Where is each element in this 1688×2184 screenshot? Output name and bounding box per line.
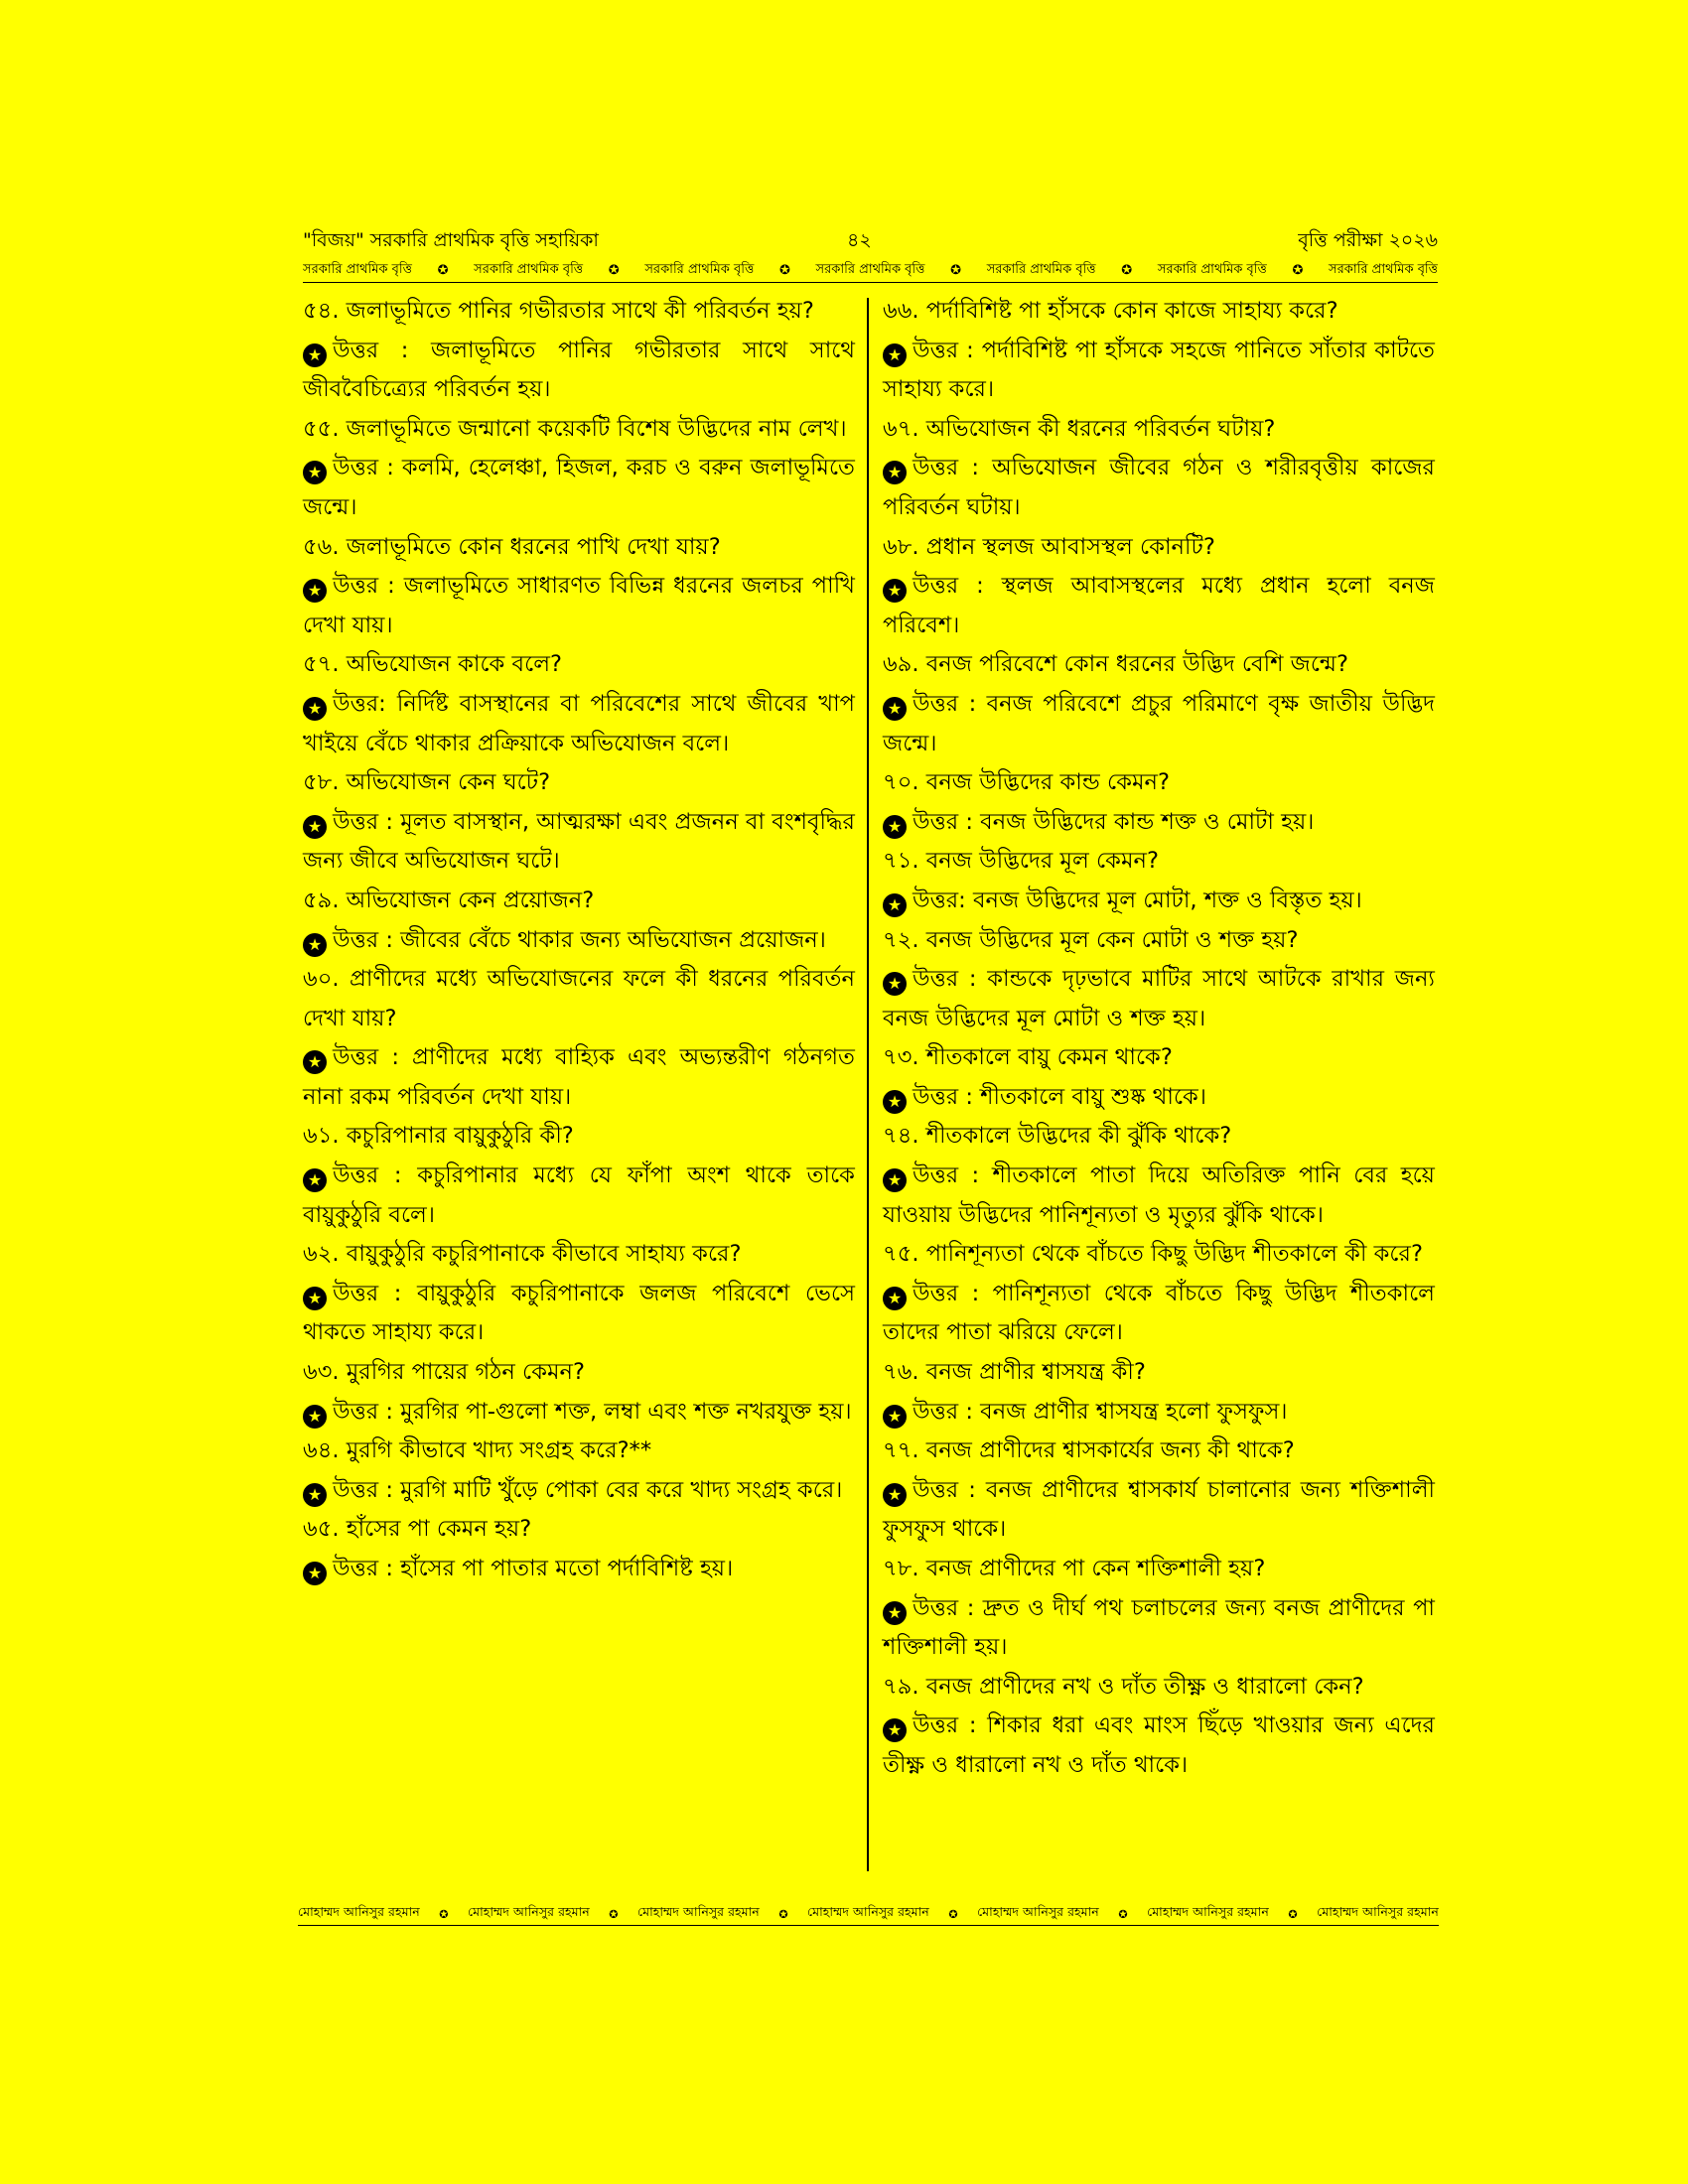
answer-line xyxy=(303,921,855,961)
star-circle-icon: ✪ xyxy=(439,1907,449,1921)
answer-line xyxy=(303,803,855,882)
star-circle-icon: ★ xyxy=(303,933,327,957)
question-text: ৬৩. মুরগির পায়ের গঠন কেমন? xyxy=(303,1359,586,1386)
answer-text: উত্তর : পানিশূন্যতা থেকে বাঁচতে কিছু উদ্ভিদ শীতকালে তাদের পাতা ঝরিয়ে ফেলে। xyxy=(883,1280,1435,1346)
answer-text: উত্তর : জলাভূমিতে সাধারণত বিভিন্ন ধরনের জলচর পাখি দেখা যায়। xyxy=(303,573,855,638)
question-text: ৬১. কচুরিপানার বায়ুকুঠুরি কী? xyxy=(303,1123,574,1150)
question-text: ৭৫. পানিশূন্যতা থেকে বাঁচতে কিছু উদ্ভিদ শীতকালে কী করে? xyxy=(883,1241,1423,1268)
star-circle-icon: ★ xyxy=(303,579,327,603)
star-circle-icon: ★ xyxy=(883,461,907,484)
answer-line xyxy=(883,960,1435,1038)
answer-text: উত্তর : শিকার ধরা এবং মাংস ছিঁড়ে খাওয়ার জন্য এদের তীক্ষ্ণ ও ধারালো নখ ও দাঁত থাকে। xyxy=(883,1712,1435,1778)
star-circle-icon: ✪ xyxy=(1121,262,1133,278)
qa-item xyxy=(303,882,855,960)
ribbon-text: সরকারি প্রাথমিক বৃত্তি xyxy=(303,261,412,277)
qa-item xyxy=(303,1117,855,1235)
question-text: ৫৭. অভিযোজন কাকে বলে? xyxy=(303,651,563,678)
question-text: ৫৫. জলাভূমিতে জন্মানো কয়েকটি বিশেষ উদ্ভিদের নাম লেখ। xyxy=(303,415,847,442)
answer-text: উত্তর : দ্রুত ও দীর্ঘ পথ চলাচলের জন্য বনজ প্রাণীদের পা শক্তিশালী হয়। xyxy=(883,1594,1435,1661)
answer-line xyxy=(883,1589,1435,1668)
qa-item xyxy=(883,1353,1435,1432)
answer-line xyxy=(883,449,1435,527)
star-circle-icon: ✪ xyxy=(609,1907,619,1921)
answer-text: উত্তর : মুরগির পা-গুলো শক্ত, লম্বা এবং শক্ত নখরযুক্ত হয়। xyxy=(333,1398,852,1425)
answer-line xyxy=(303,332,855,410)
answer-line xyxy=(883,685,1435,763)
qa-item xyxy=(883,1668,1435,1786)
ribbon-text: সরকারি প্রাথমিক বৃত্তি xyxy=(1329,261,1438,277)
ribbon-text: সরকারি প্রাথমিক বৃত্তি xyxy=(1157,261,1267,277)
star-circle-icon: ★ xyxy=(883,1168,907,1192)
qa-item xyxy=(303,1432,855,1510)
star-circle-icon: ★ xyxy=(303,1562,327,1585)
star-circle-icon: ★ xyxy=(303,1287,327,1310)
qa-item xyxy=(303,410,855,528)
answer-line xyxy=(883,1157,1435,1235)
star-circle-icon: ★ xyxy=(883,1090,907,1114)
answer-text: উত্তর : পর্দাবিশিষ্ট পা হাঁসকে সহজে পানিতে সাঁতার কাটতে সাহায্য করে। xyxy=(883,337,1435,403)
question-text: ৬২. বায়ুকুঠুরি কচুরিপানাকে কীভাবে সাহায্য করে? xyxy=(303,1241,742,1268)
answer-line xyxy=(883,1706,1435,1785)
qa-item xyxy=(883,1550,1435,1668)
star-circle-icon: ★ xyxy=(303,343,327,367)
answer-line xyxy=(883,882,1435,921)
star-circle-icon: ★ xyxy=(883,1483,907,1507)
right-column xyxy=(883,292,1435,1786)
answer-text: উত্তর : বায়ুকুঠুরি কচুরিপানাকে জলজ পরিবেশে ভেসে থাকতে সাহায্য করে। xyxy=(303,1280,855,1346)
footer-author: মোহাম্মদ আনিসুর রহমান xyxy=(807,1904,929,1919)
footer-author: মোহাম্মদ আনিসুর রহমান xyxy=(468,1904,590,1919)
qa-item xyxy=(883,1432,1435,1550)
star-circle-icon: ★ xyxy=(883,1287,907,1310)
qa-item xyxy=(883,528,1435,646)
star-circle-icon: ★ xyxy=(883,1601,907,1625)
answer-text: উত্তর : মূলত বাসস্থান, আত্মরক্ষা এবং প্রজনন বা বংশবৃদ্ধির জন্য জীবে অভিযোজন ঘটে। xyxy=(303,808,855,875)
answer-line xyxy=(303,1471,855,1511)
answer-text: উত্তর : কান্ডকে দৃঢ়ভাবে মাটির সাথে আটকে রাখার জন্য বনজ উদ্ভিদের মূল মোটা ও শক্ত হয়। xyxy=(883,966,1435,1031)
answer-text: উত্তর : অভিযোজন জীবের গঠন ও শরীরবৃত্তীয় কাজের পরিবর্তন ঘটায়। xyxy=(883,455,1435,520)
answer-text: উত্তর : মুরগি মাটি খুঁড়ে পোকা বের করে খাদ্য সংগ্রহ করে। xyxy=(333,1476,843,1503)
qa-item xyxy=(303,292,855,410)
question-text: ৭৮. বনজ প্রাণীদের পা কেন শক্তিশালী হয়? xyxy=(883,1556,1266,1581)
star-circle-icon: ✪ xyxy=(1288,1907,1298,1921)
qa-item xyxy=(303,528,855,646)
star-circle-icon: ★ xyxy=(303,1483,327,1507)
footer-author: মোহাম্মদ আনিসুর রহমান xyxy=(637,1904,760,1919)
qa-item xyxy=(883,1038,1435,1117)
question-text: ৬০. প্রাণীদের মধ্যে অভিযোজনের ফলে কী ধরনের পরিবর্তন দেখা যায়? xyxy=(303,966,855,1031)
ribbon-text: সরকারি প্রাথমিক বৃত্তি xyxy=(644,261,755,277)
ribbon-text: সরকারি প্রাথমিক বৃত্তি xyxy=(815,261,925,277)
star-circle-icon: ★ xyxy=(883,972,907,996)
star-circle-icon: ✪ xyxy=(778,262,790,278)
qa-item xyxy=(883,842,1435,920)
answer-line xyxy=(883,1471,1435,1550)
answer-line xyxy=(303,685,855,763)
question-text: ৭৯. বনজ প্রাণীদের নখ ও দাঁত তীক্ষ্ণ ও ধারালো কেন? xyxy=(883,1673,1364,1700)
book-title: "বিজয়" সরকারি প্রাথমিক বৃত্তি সহায়িকা xyxy=(303,229,599,251)
question-text: ৫৯. অভিযোজন কেন প্রয়োজন? xyxy=(303,887,595,913)
answer-text: উত্তর : জীবের বেঁচে থাকার জন্য অভিযোজন প্রয়োজন। xyxy=(333,926,826,953)
answer-line xyxy=(303,1157,855,1235)
question-text: ৬৮. প্রধান স্থলজ আবাসস্থল কোনটি? xyxy=(883,533,1215,560)
qa-item xyxy=(303,960,855,1117)
page-header xyxy=(303,226,1438,252)
ribbon-text: সরকারি প্রাথমিক বৃত্তি xyxy=(474,261,584,277)
question-text: ৭৭. বনজ প্রাণীদের শ্বাসকার্যের জন্য কী থাকে? xyxy=(883,1437,1295,1464)
star-circle-icon: ✪ xyxy=(437,262,449,278)
answer-line xyxy=(303,1550,855,1589)
question-text: ৬৫. হাঁসের পা কেমন হয়? xyxy=(303,1516,532,1543)
question-text: ৭৪. শীতকালে উদ্ভিদের কী ঝুঁকি থাকে? xyxy=(883,1123,1232,1150)
star-circle-icon: ★ xyxy=(883,697,907,721)
answer-text: উত্তর : জলাভূমিতে পানির গভীরতার সাথে সাথে জীববৈচিত্র্যের পরিবর্তন হয়। xyxy=(303,337,855,403)
star-circle-icon: ★ xyxy=(303,1050,327,1074)
answer-text: উত্তর : বনজ প্রাণীর শ্বাসযন্ত্র হলো ফুসফুস। xyxy=(913,1398,1288,1425)
star-circle-icon: ★ xyxy=(303,461,327,484)
answer-line xyxy=(883,1393,1435,1433)
page-footer xyxy=(298,1903,1439,1926)
star-circle-icon: ★ xyxy=(883,893,907,917)
star-circle-icon: ✪ xyxy=(778,1907,788,1921)
answer-text: উত্তর : হাঁসের পা পাতার মতো পর্দাবিশিষ্ট হয়। xyxy=(333,1556,734,1581)
star-circle-icon: ✪ xyxy=(608,262,620,278)
answer-line xyxy=(883,332,1435,410)
answer-line xyxy=(883,803,1435,843)
qa-item xyxy=(303,763,855,882)
answer-line xyxy=(883,567,1435,645)
star-circle-icon: ✪ xyxy=(948,1907,958,1921)
answer-line xyxy=(303,1393,855,1433)
answer-text: উত্তর: বনজ উদ্ভিদের মূল মোটা, শক্ত ও বিস্তৃত হয়। xyxy=(913,887,1362,913)
qa-item xyxy=(303,1510,855,1588)
answer-text: উত্তর : শীতকালে বায়ু শুষ্ক থাকে। xyxy=(913,1083,1206,1110)
question-text: ৭৩. শীতকালে বায়ু কেমন থাকে? xyxy=(883,1044,1173,1071)
qa-item xyxy=(303,645,855,763)
question-text: ৭৬. বনজ প্রাণীর শ্বাসযন্ত্র কী? xyxy=(883,1359,1146,1386)
qa-item xyxy=(883,292,1435,410)
star-circle-icon: ★ xyxy=(883,343,907,367)
question-text: ৬৬. পর্দাবিশিষ্ট পা হাঁসকে কোন কাজে সাহায্য করে? xyxy=(883,298,1338,324)
question-text: ৬৭. অভিযোজন কী ধরনের পরিবর্তন ঘটায়? xyxy=(883,415,1276,442)
answer-line xyxy=(303,449,855,527)
answer-text: উত্তর : বনজ উদ্ভিদের কান্ড শক্ত ও মোটা হয়। xyxy=(913,808,1315,835)
qa-item xyxy=(883,763,1435,842)
answer-text: উত্তর : কলমি, হেলেঞ্চা, হিজল, করচ ও বরুন জলাভূমিতে জন্মে। xyxy=(303,455,855,520)
question-text: ৬৪. মুরগি কীভাবে খাদ্য সংগ্রহ করে?** xyxy=(303,1437,652,1464)
question-text: ৭০. বনজ উদ্ভিদের কান্ড কেমন? xyxy=(883,769,1171,796)
qa-item xyxy=(883,1235,1435,1353)
question-text: ৬৯. বনজ পরিবেশে কোন ধরনের উদ্ভিদ বেশি জন্মে? xyxy=(883,651,1349,678)
footer-author: মোহাম্মদ আনিসুর রহমান xyxy=(1147,1904,1269,1919)
left-column xyxy=(303,292,855,1589)
question-text: ৫৮. অভিযোজন কেন ঘটে? xyxy=(303,769,551,796)
star-circle-icon: ★ xyxy=(303,815,327,839)
qa-item xyxy=(303,1353,855,1432)
star-circle-icon: ✪ xyxy=(1292,262,1304,278)
answer-line xyxy=(883,1275,1435,1353)
star-circle-icon: ★ xyxy=(303,697,327,721)
answer-line xyxy=(303,1038,855,1117)
ribbon-text: সরকারি প্রাথমিক বৃত্তি xyxy=(986,261,1096,277)
question-text: ৭২. বনজ উদ্ভিদের মূল কেন মোটা ও শক্ত হয়? xyxy=(883,926,1299,953)
qa-item xyxy=(883,645,1435,763)
qa-item xyxy=(883,1117,1435,1235)
star-circle-icon: ★ xyxy=(883,579,907,603)
star-circle-icon: ★ xyxy=(303,1405,327,1429)
star-circle-icon: ✪ xyxy=(950,262,962,278)
answer-text: উত্তর : কচুরিপানার মধ্যে যে ফাঁপা অংশ থাকে তাকে বায়ুকুঠুরি বলে। xyxy=(303,1162,855,1228)
answer-text: উত্তর : বনজ প্রাণীদের শ্বাসকার্য চালানোর জন্য শক্তিশালী ফুসফুস থাকে। xyxy=(883,1476,1435,1543)
answer-text: উত্তর : বনজ পরিবেশে প্রচুর পরিমাণে বৃক্ষ জাতীয় উদ্ভিদ জন্মে। xyxy=(883,690,1435,756)
exam-title: বৃত্তি পরীক্ষা ২০২৬ xyxy=(1298,229,1438,251)
question-text: ৫৪. জলাভূমিতে পানির গভীরতার সাথে কী পরিবর্তন হয়? xyxy=(303,298,814,324)
star-circle-icon: ★ xyxy=(883,1405,907,1429)
page-number: ৪২ xyxy=(847,229,872,251)
qa-item xyxy=(883,921,1435,1039)
star-circle-icon: ★ xyxy=(303,1168,327,1192)
star-circle-icon: ✪ xyxy=(1118,1907,1128,1921)
footer-author: মোহাম্মদ আনিসুর রহমান xyxy=(298,1904,420,1919)
question-text: ৫৬. জলাভূমিতে কোন ধরনের পাখি দেখা যায়? xyxy=(303,533,721,560)
answer-line xyxy=(303,1275,855,1353)
answer-text: উত্তর: নির্দিষ্ট বাসস্থানের বা পরিবেশের সাথে জীবের খাপ খাইয়ে বেঁচে থাকার প্রক্রিয়াকে অভিযোজন বলে। xyxy=(303,690,855,756)
qa-item xyxy=(303,1235,855,1353)
answer-text: উত্তর : স্থলজ আবাসস্থলের মধ্যে প্রধান হলো বনজ পরিবেশ। xyxy=(883,573,1435,638)
header-ribbon xyxy=(303,258,1438,283)
footer-author: মোহাম্মদ আনিসুর রহমান xyxy=(977,1904,1099,1919)
answer-line xyxy=(303,567,855,645)
star-circle-icon: ★ xyxy=(883,815,907,839)
footer-author: মোহাম্মদ আনিসুর রহমান xyxy=(1317,1904,1439,1919)
star-circle-icon: ★ xyxy=(883,1718,907,1742)
question-text: ৭১. বনজ উদ্ভিদের মূল কেমন? xyxy=(883,848,1159,875)
column-divider xyxy=(867,298,869,1871)
answer-text: উত্তর : শীতকালে পাতা দিয়ে অতিরিক্ত পানি বের হয়ে যাওয়ায় উদ্ভিদের পানিশূন্যতা ও মৃত্যুর ঝুঁকি থাকে। xyxy=(883,1162,1435,1228)
answer-line xyxy=(883,1078,1435,1118)
qa-item xyxy=(883,410,1435,528)
answer-text: উত্তর : প্রাণীদের মধ্যে বাহ্যিক এবং অভ্যন্তরীণ গঠনগত নানা রকম পরিবর্তন দেখা যায়। xyxy=(303,1044,855,1110)
